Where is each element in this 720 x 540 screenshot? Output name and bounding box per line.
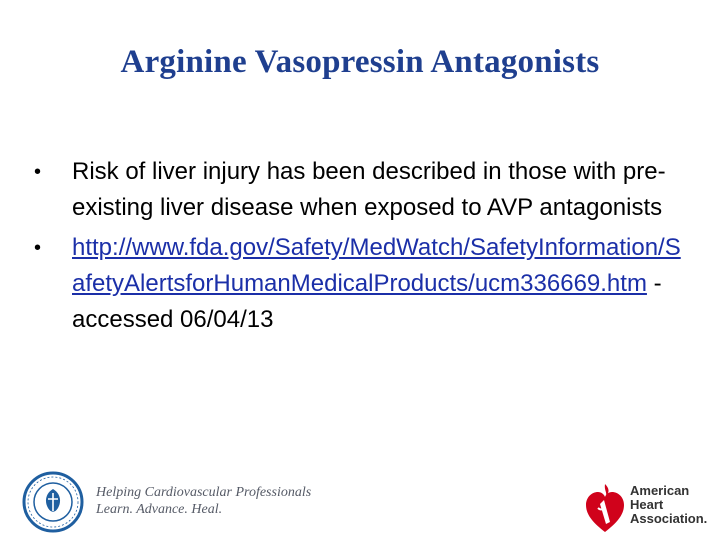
accessed-date-text: - accessed 06/04/13 xyxy=(72,270,662,333)
aha-heart-torch-icon xyxy=(584,478,626,534)
aha-wordmark xyxy=(630,484,707,526)
aha-wordmark-line3: Association. xyxy=(630,511,708,526)
aha-wordmark-line2: Heart xyxy=(630,497,664,512)
acc-tagline-line2: Learn. Advance. Heal. xyxy=(96,502,223,517)
aha-wordmark-line1: American xyxy=(630,483,690,498)
bullet-dot: • xyxy=(34,161,42,183)
fda-link[interactable]: http://www.fda.gov/Safety/MedWatch/SafetyInformation/SafetyAlertsforHumanMedicalProducts/ucm336669.htm xyxy=(72,234,681,297)
slide-title: Arginine Vasopressin Antagonists xyxy=(120,44,600,80)
acc-seal-icon xyxy=(22,471,84,533)
bullet-text: Risk of liver injury has been described in those with pre-existing liver disease when exposed to AVP antagonists xyxy=(72,158,666,221)
bullet-dot: • xyxy=(34,237,42,259)
bullet-item xyxy=(34,154,684,226)
acc-tagline xyxy=(96,484,311,518)
acc-tagline-line1: Helping Cardiovascular Professionals xyxy=(96,485,312,500)
bullet-item xyxy=(34,230,684,338)
bullet-list xyxy=(34,154,684,342)
